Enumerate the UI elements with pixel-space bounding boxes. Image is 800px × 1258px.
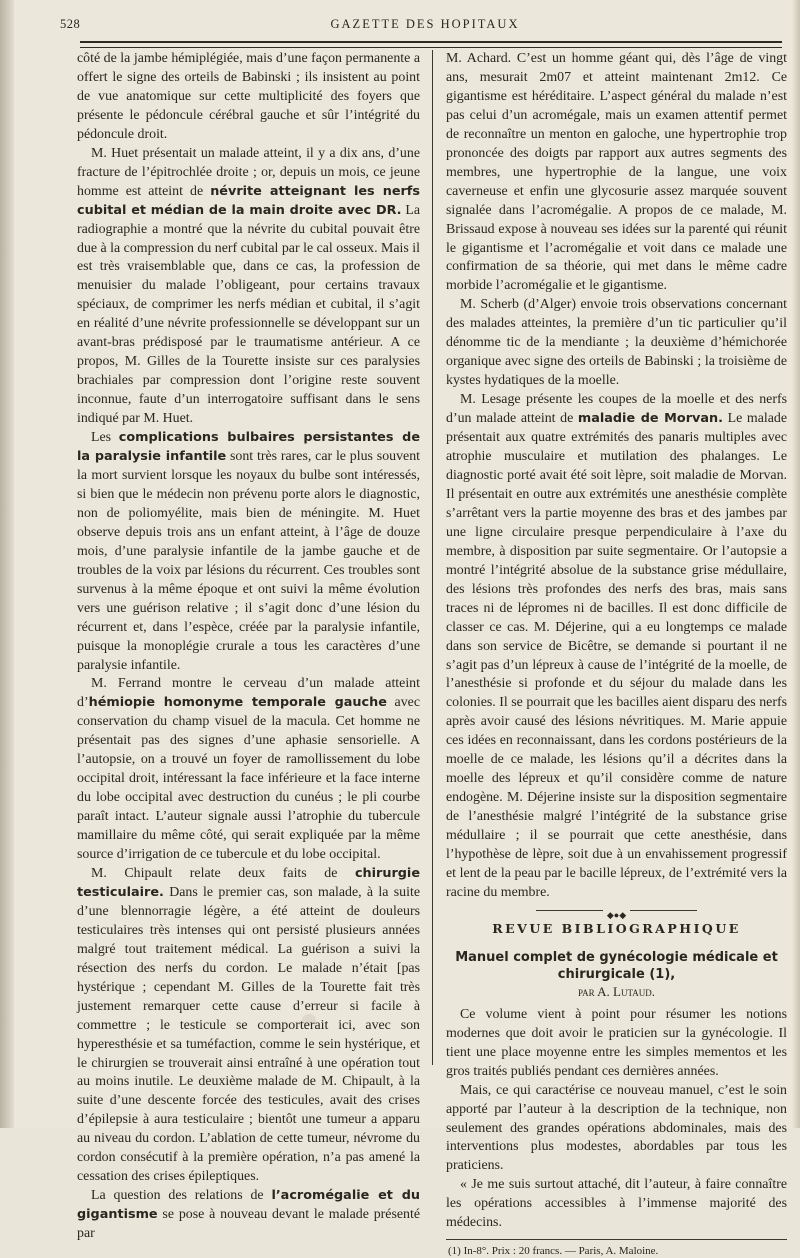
running-head [60, 12, 790, 38]
paragraph: côté de la jambe hémiplégiée, mais d’une façon permanente a offert le signe des orteils de Babinski ; ils insistent au point de vue anatomique sur cette multiplicité des foyers que présente le pédoncule cérébral gauche et sûr l’intégrité du pédoncule droit. [77, 51, 420, 142]
book-title: Manuel complet de gynécologie médicale et chirurgicale (1), [455, 949, 778, 982]
paragraph: « Je me suis surtout attaché, dit l’auteur, à faire connaître les opérations accessibles à l’immense majorité des médecins. [446, 1177, 787, 1231]
keyword: chirurgie testiculaire. [77, 865, 420, 900]
paragraph: M. Scherb (d’Alger) envoie trois observations concernant des malades atteintes, la première d’un tic particulier qu’il dénomme tic de la mendiante ; la deuxième d’hémichorée organique avec signe des orteils de Babinski ; la troisième de kystes hydatiques de la moelle. [446, 297, 787, 389]
paragraph: M. Huet présentait un malade atteint, il y a dix ans, d’une fracture de l’épitrochlée droite ; or, depuis un mois, ce jeune homme est atteint de névrite atteignant les nerfs cubital et médian de la main droite avec DR. La radiographie a montré que la névrite du cubital pouvait être due à la compression du nerf cubital par le cal osseux. Mais il est très vraisemblable que, dans ce cas, la profession de menuisier du malade l’obligeant, pour certains travaux spéciaux, de comprimer les nerfs médian et cubital, il s’agit en réalité d’une névrite professionnelle se développant sur un avant-bras prédisposé par le traumatisme antérieur. A ce propos, M. Gilles de la Tourette insiste sur ces paralysies brachiales par compression dont l’origine reste souvent inconnue, faute d’un interrogatoire suffisant dans le sens indiqué par M. Huet. [77, 145, 421, 427]
keyword: névrite atteignant les nerfs cubital et médian de la main droite avec DR. [77, 183, 420, 218]
keyword: complications bulbaires persistantes de la paralysie infantile [77, 430, 420, 465]
header-rule [80, 41, 782, 48]
section-title: REVUE BIBLIOGRAPHIQUE [492, 920, 741, 936]
footnote-rule [446, 1239, 787, 1240]
keyword: hémiopie homonyme temporale gauche [88, 695, 387, 711]
paragraph: La question des relations de l’acromégalie et du gigantisme se pose à nouveau devant le malade présenté par [77, 1188, 421, 1242]
book-author: par A. Lutaud. [577, 983, 656, 999]
keyword: maladie de Morvan. [577, 411, 723, 427]
page-edge [792, 0, 800, 1128]
footnote: (1) In-8°. Prix : 20 francs. — Paris, A. Maloine. [448, 1245, 659, 1258]
section-ornament: ◆●◆ [446, 906, 787, 916]
paragraph: Ce volume vient à point pour résumer les notions modernes que doit avoir le praticien sur la gynécologie. Il tient une place moyenne entre les simples mementos et les gros traités publiés pendant ces dernières années. [446, 1006, 787, 1079]
keyword: l’acromégalie et du gigantisme [77, 1188, 421, 1223]
binding-shadow [0, 0, 14, 1128]
page-number: 528 [60, 17, 81, 31]
paragraph: M. Chipault relate deux faits de chirurgie testiculaire. Dans le premier cas, son malade, à la suite d’une blennorragie légère, a été atteint de douleurs testiculaires très intenses qui ont persisté plusieurs années malgré tout traitement médical. La guérison a suivi la résection des nerfs du cordon. Le malade n’était [pas hystérique ; cependant M. Gilles de la Tourette fait très justement remarquer cette cause d’erreur si facile à commettre ; le testicule se comporterait ici, avec son hyperesthésie et sa tuméfaction, comme le sein hystérique, et le chirurgien se trouverait ainsi entraîné à une opération tout au moins inutile. Le deuxième malade de M. Chipault, à la suite d’une descente forcée des testicules, avait des crises d’épilepsie à aura testiculaire ; bientôt une tumeur a apparu au niveau du cordon. L’ablation de cette tumeur, névrome du cordon consécutif à la première opération, n’a pas amené la cessation des crises épileptiques. [77, 865, 420, 1185]
paragraph: Mais, ce qui caractérise ce nouveau manuel, c’est le soin apporté par l’auteur à la description de la technique, non seulement des grandes opérations abdominales, mais des interventions plus modestes, abordables par tous les praticiens. [446, 1082, 787, 1174]
column-divider [432, 50, 433, 1065]
paragraph: Les complications bulbaires persistantes de la paralysie infantile sont très rares, car le plus souvent la mort survient lorsque les noyaux du bulbe sont intéressés, si bien que le médecin non prévenu porte alors le diagnostic, non de poliomyélite, mais bien de méningite. M. Huet observe depuis trois ans un enfant atteint, à l’âge de douze mois, d’une paralysie infantile de la jambe gauche et de troubles de la voix par lésions du récurrent. Ces troubles sont survenus à la même époque et ont suivi la même évolution vers une guérison relative ; il s’agit donc d’une lésion du récurrent et, dans l’espèce, créée par la paralysie infantile, puisque la monoplégie crurale a tous les caractères d’une paralysie infantile. [77, 430, 420, 673]
journal-title: GAZETTE DES HOPITAUX [330, 17, 520, 31]
right-column [446, 50, 787, 1258]
paragraph: M. Ferrand montre le cerveau d’un malade atteint d’hémiopie homonyme temporale gauche avec conservation du champ visuel de la macula. Cet homme ne présentait pas des signes d’une aphasie sensorielle. A l’autopsie, on a trouvé un foyer de ramollissement du lobe occipital droit, intéressant la face inférieure et la face interne du lobe occipital avec destruction du cunéus ; le pli courbe paraît intact. L’auteur signale aussi l’atrophie du tubercule mamillaire du même côté, qui serait expliquée par la même source d’irrigation de ce tubercule et du lobe occipital. [77, 676, 420, 863]
left-column [77, 50, 420, 1244]
paragraph: M. Achard. C’est un homme géant qui, dès l’âge de vingt ans, mesurait 2m07 et atteint maintenant 2m12. Ce gigantisme est héréditaire. L’aspect général du malade n’est pas celui d’un acromégale, mais un examen attentif permet de reconnaître un menton en galoche, une hypertrophie trop prononcée des doigts par rapport aux autres segments des membres, une hypertrophie de la langue, une voix caverneuse et enfin une glycosurie assez marquée souvent signalée dans l’acromégalie. A propos de ce malade, M. Brissaud expose à nouveau ses idées sur la parenté qui réunit le gigantisme et l’acromégalie et voit dans ce malade une confirmation de sa théorie, qui met dans le même cadre morbide l’acromégalie et le gigantisme. [446, 51, 787, 294]
paragraph: M. Lesage présente les coupes de la moelle et des nerfs d’un malade atteint de maladie de Morvan. Le malade présentait aux quatre extrémités des panaris multiples avec atrophie musculaire et mutilation des phalanges. Le diagnostic porté avait été soit lèpre, soit maladie de Morvan. Il présentait en outre aux extrémités une anesthésie complète s’arrêtant vers la partie moyenne des bras et des jambes par une ligne circulaire presque perpendiculaire à l’axe du membre, à disposition par suite segmentaire. Or l’autopsie a montré l’intégrité absolue de la substance grise médullaire, des lésions très profondes des nerfs des bras, mais sans traces ni de lépromes ni de bacilles. Il est donc difficile de classer ce cas. M. Déjerine, qui a eu longtemps ce malade dans son service de Bicêtre, se demande si pourtant il ne s’agit pas d’un lépreux à cause de l’intégrité de la moelle, de l’anesthésie si profonde et du séjour du malade dans les colonies. Il se pourrait que les bacilles aient disparu des nerfs après avoir causé des lésions névritiques. M. Marie appuie ces idées en reconnaissant, dans les cordons postérieurs de la moelle de ce malade, les lésions qu’il a décrites dans la moelle des lépreux et qu’il considère comme de nature endogène. M. Déjerine insiste sur la disposition segmentaire de l’anesthésie malgré l’intégrité de la substance grise médullaire ; il se pourrait que cette anesthésie, dans l’hypothèse de lèpre, soit due à un envahissement progressif et lent de la peau par le bacille lépreux, de l’extrémité vers la racine du membre. [446, 392, 787, 900]
